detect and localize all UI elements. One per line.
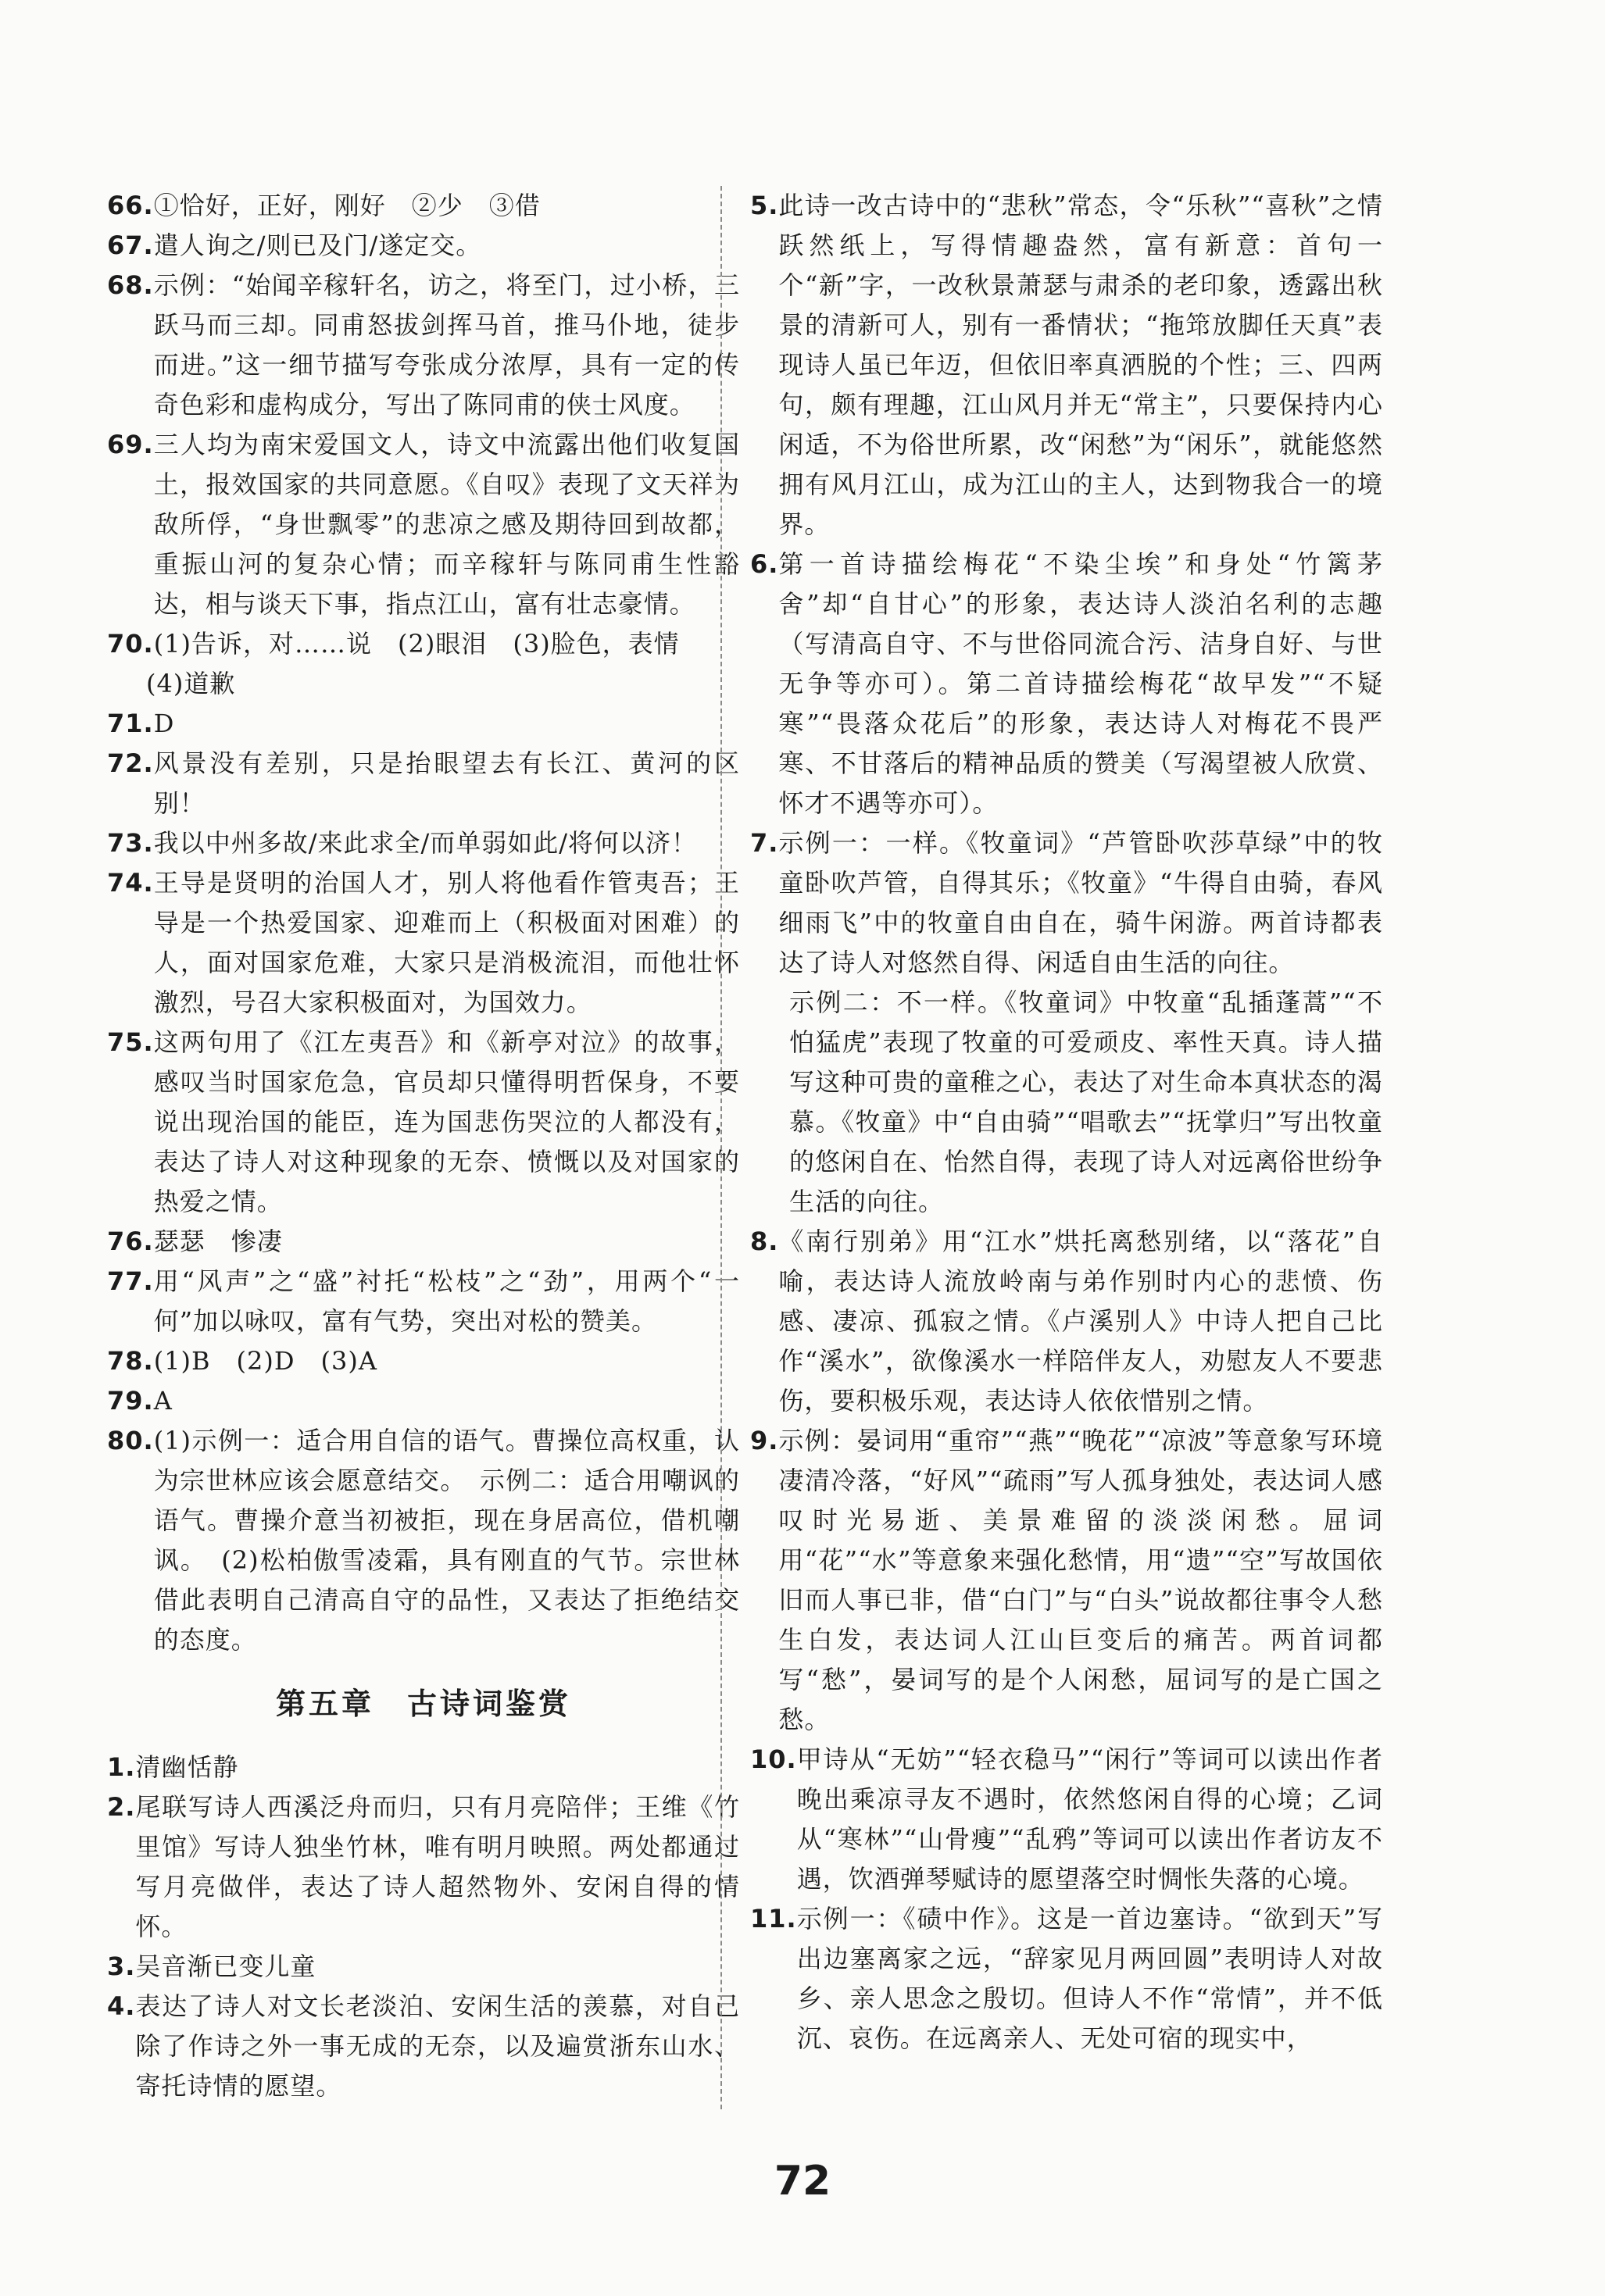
answer-item (750, 1740, 1383, 1899)
answer-number: 75. (107, 1027, 154, 1057)
answer-number: 11. (750, 1904, 797, 1934)
answer-text: 示例一：一样。《牧童词》“芦管卧吹莎草绿”中的牧童卧吹芦管，自得其乐；《牧童》“牛得自由骑，春风细雨飞”中的牧童自由自在，骑牛闲游。两首诗都表达了诗人对悠然自得、闲适自由生活的向往。 (778, 828, 1383, 977)
answer-number: 6. (750, 549, 779, 579)
answer-text: 示例一：《碛中作》。这是一首边塞诗。“欲到天”写出边塞离家之远，“辞家见月两回圆”表明诗人对故乡、亲人思念之殷切。但诗人不作“常情”，并不低沉、哀伤。在远离亲人、无处可宿的现实中， (796, 1904, 1383, 2053)
answer-item (107, 863, 740, 1023)
answer-subtext: (4)道歉 (146, 669, 236, 698)
answer-number: 77. (107, 1266, 154, 1296)
answer-text: 王导是贤明的治国人才，别人将他看作管夷吾；王导是一个热爱国家、迎难而上（积极面对困难）的人，面对国家危难，大家只是消极流泪，而他壮怀激烈，号召大家积极面对，为国效力。 (153, 868, 740, 1017)
column-divider (720, 186, 722, 2109)
chapter-answer-list (107, 1748, 740, 2106)
answer-number: 66. (107, 191, 154, 220)
answer-text: ①恰好，正好，刚好 ②少 ③借 (153, 191, 541, 220)
answer-text: 尾联写诗人西溪泛舟而归，只有月亮陪伴；王维《竹里馆》写诗人独坐竹林，唯有明月映照。两处都通过写月亮做伴，表达了诗人超然物外、安闲自得的情怀。 (135, 1792, 740, 1941)
left-answer-list (107, 186, 740, 1660)
answer-number: 71. (107, 709, 154, 738)
answer-item (107, 1023, 740, 1222)
right-answer-list (750, 186, 1383, 2059)
answer-text: (1)B (2)D (3)A (153, 1346, 377, 1376)
answer-text: 甲诗从“无妨”“轻衣稳马”“闲行”等词可以读出作者晚出乘凉寻友不遇时，依然悠闲自得的心境；乙词从“寒林”“山骨瘦”“乱鸦”等词可以读出作者访友不遇，饮酒弹琴赋诗的愿望落空时惆怅失落的心境。 (796, 1744, 1383, 1894)
answer-item (107, 1262, 740, 1341)
answer-item (107, 1421, 740, 1660)
answer-number: 9. (750, 1426, 779, 1455)
answer-text: D (153, 709, 175, 738)
answer-item (107, 1947, 740, 1987)
answer-item (750, 186, 1383, 545)
answer-text: 遣人询之/则已及门/遂定交。 (153, 230, 482, 260)
answer-text: 示例：“始闻辛稼轩名，访之，将至门，过小桥，三跃马而三却。同甫怒拔剑挥马首，推马仆地，徒步而进。”这一细节描写夸张成分浓厚，具有一定的传奇色彩和虚构成分，写出了陈同甫的侠士风度。 (153, 270, 740, 420)
answer-text: 表达了诗人对文长老淡泊、安闲生活的羡慕，对自己除了作诗之外一事无成的无奈，以及遍赏浙东山水、寄托诗情的愿望。 (135, 1991, 740, 2101)
answer-text: 吴音渐已变儿童 (135, 1951, 316, 1981)
answer-item (107, 1748, 740, 1787)
answer-item (107, 1987, 740, 2106)
answer-item (750, 545, 1383, 823)
answer-item (107, 823, 740, 863)
answer-text: (1)告诉，对……说 (2)眼泪 (3)脸色，表情 (153, 629, 680, 659)
answer-item (107, 1787, 740, 1947)
answer-text: 此诗一改古诗中的“悲秋”常态，令“乐秋”“喜秋”之情跃然纸上，写得情趣盎然，富有新意：首句一个“新”字，一改秋景萧瑟与肃杀的老印象，透露出秋景的清新可人，别有一番情状；“拖筇放脚任天真”表现诗人虽已年迈，但依旧率真洒脱的个性；三、四两句，颇有理趣，江山风月并无“常主”，只要保持内心闲适，不为俗世所累，改“闲愁”为“闲乐”，就能悠然拥有风月江山，成为江山的主人，达到物我合一的境界。 (778, 191, 1383, 539)
answer-text: 示例：晏词用“重帘”“燕”“晚花”“凉波”等意象写环境凄清冷落，“好风”“疏雨”写人孤身独处，表达词人感叹时光易逝、美景难留的淡淡闲愁。屈词用“花”“水”等意象来强化愁情，用“遗”“空”写故国依旧而人事已非，借“白门”与“白头”说故都往事令人愁生白发，表达词人江山巨变后的痛苦。两首词都写“愁”，晏词写的是个人闲愁，屈词写的是亡国之愁。 (778, 1426, 1383, 1734)
left-column (107, 186, 740, 2106)
answer-number: 79. (107, 1386, 154, 1416)
answer-text: (1)示例一：适合用自信的语气。曹操位高权重，认为宗世林应该会愿意结交。 示例二：适合用嘲讽的语气。曹操介意当初被拒，现在身居高位，借机嘲讽。 (2)松柏傲雪凌霜，具有刚直的气节。宗世林借此表明自己清高自守的品性，又表达了拒绝结交的态度。 (153, 1426, 740, 1655)
answer-number: 3. (107, 1951, 136, 1981)
answer-number: 68. (107, 270, 154, 300)
answer-item (750, 1899, 1383, 2059)
answer-number: 78. (107, 1346, 154, 1376)
answer-number: 76. (107, 1227, 154, 1256)
answer-item (107, 226, 740, 266)
answer-item (750, 1421, 1383, 1740)
answer-item (107, 1222, 740, 1262)
answer-number: 7. (750, 828, 779, 858)
answer-subtext: 示例二：不一样。《牧童词》中牧童“乱插蓬蒿”“不怕猛虎”表现了牧童的可爱顽皮、率性天真。诗人描写这种可贵的童稚之心，表达了对生命本真状态的渴慕。《牧童》中“自由骑”“唱歌去”“抚掌归”写出牧童的悠闲自在、怡然自得，表现了诗人对远离俗世纷争生活的向往。 (789, 987, 1383, 1216)
answer-number: 80. (107, 1426, 154, 1455)
answer-item (750, 1222, 1383, 1421)
answer-number: 67. (107, 230, 154, 260)
answer-number: 1. (107, 1752, 136, 1782)
answer-text: 三人均为南宋爱国文人，诗文中流露出他们收复国土，报效国家的共同意愿。《自叹》表现了文天祥为敌所俘，“身世飘零”的悲凉之感及期待回到故都，重振山河的复杂心情；而辛稼轩与陈同甫生性豁达，相与谈天下事，指点江山，富有壮志豪情。 (153, 430, 740, 619)
right-column (750, 186, 1383, 2059)
answer-item (107, 624, 740, 664)
answer-item (107, 425, 740, 624)
answer-item (107, 704, 740, 744)
answer-text: 我以中州多故/来此求全/而单弱如此/将何以济！ (153, 828, 698, 858)
answer-item (750, 823, 1383, 983)
answer-item (107, 1381, 740, 1421)
answer-number: 70. (107, 629, 154, 659)
answer-item (107, 744, 740, 823)
answer-number: 74. (107, 868, 154, 898)
answer-text: 瑟瑟 惨凄 (153, 1227, 283, 1256)
answer-text: 这两句用了《江左夷吾》和《新亭对泣》的故事，感叹当时国家危急，官员却只懂得明哲保身，不要说出现治国的能臣，连为国悲伤哭泣的人都没有，表达了诗人对这种现象的无奈、愤慨以及对国家的热爱之情。 (153, 1027, 740, 1216)
answer-text: 第一首诗描绘梅花“不染尘埃”和身处“竹篱茅舍”却“自甘心”的形象，表达诗人淡泊名利的志趣（写清高自守、不与世俗同流合污、洁身自好、与世无争等亦可）。第二首诗描绘梅花“故早发”“不疑寒”“畏落众花后”的形象，表达诗人对梅花不畏严寒、不甘落后的精神品质的赞美（写渴望被人欣赏、怀才不遇等亦可）。 (778, 549, 1383, 818)
answer-text: 风景没有差别，只是抬眼望去有长江、黄河的区别！ (153, 748, 740, 818)
answer-item (107, 1341, 740, 1381)
answer-text: 《南行别弟》用“江水”烘托离愁别绪，以“落花”自喻，表达诗人流放岭南与弟作别时内心的悲愤、伤感、凄凉、孤寂之情。《卢溪别人》中诗人把自己比作“溪水”，欲像溪水一样陪伴友人，劝慰友人不要悲伤，要积极乐观，表达诗人依依惜别之情。 (778, 1227, 1383, 1416)
answer-number: 69. (107, 430, 154, 459)
answer-number: 72. (107, 748, 154, 778)
answer-number: 73. (107, 828, 154, 858)
answer-text: A (153, 1386, 173, 1416)
answer-number: 8. (750, 1227, 779, 1256)
answer-number: 4. (107, 1991, 136, 2021)
answer-item (107, 186, 740, 226)
chapter-title: 第五章 古诗词鉴赏 (275, 1687, 571, 1721)
page-number: 72 (774, 2158, 831, 2205)
answer-item (107, 266, 740, 425)
answer-number: 10. (750, 1744, 797, 1774)
answer-number: 2. (107, 1792, 136, 1822)
answer-text: 清幽恬静 (135, 1752, 239, 1782)
answer-text: 用“风声”之“盛”衬托“松枝”之“劲”，用两个“一何”加以咏叹，富有气势，突出对松的赞美。 (153, 1266, 740, 1336)
answer-number: 5. (750, 191, 779, 220)
